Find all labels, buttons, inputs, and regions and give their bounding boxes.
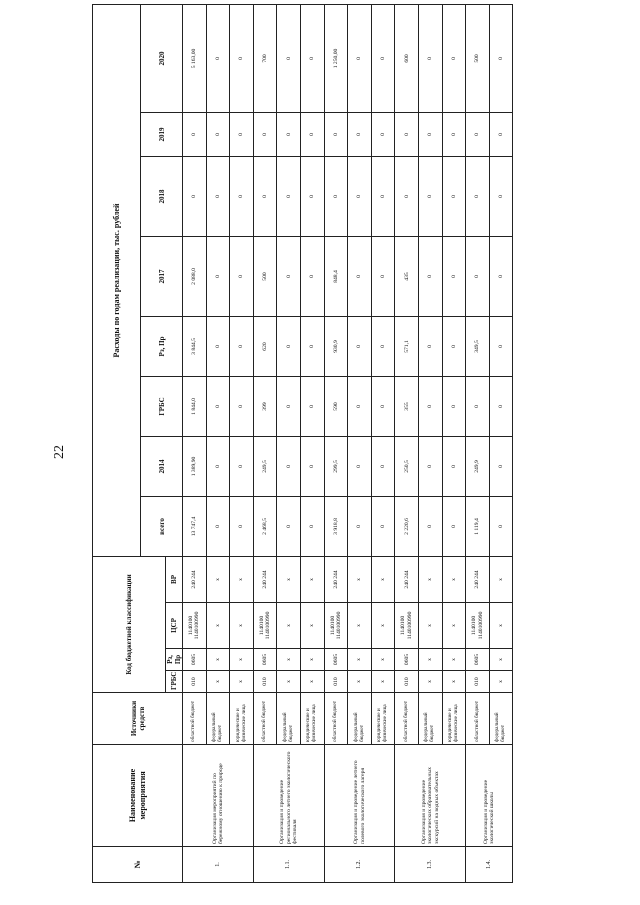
csr-code: 1140100 1140100990 [253, 603, 277, 649]
funding-source: областной бюджет [183, 693, 207, 745]
vr-code: х [348, 556, 372, 602]
value-2014: 0 [419, 436, 443, 496]
csr-code: х [301, 603, 325, 649]
rotated-page [92, 5, 614, 883]
header-expenses: Расходы по годам реализации, тыс. рублей [93, 4, 141, 556]
funding-source: федеральный бюджет [348, 693, 372, 745]
value-2019: 0 [183, 112, 207, 156]
value-2016: 0 [442, 316, 466, 376]
value-2019: 0 [419, 112, 443, 156]
total-value: 0 [371, 496, 395, 556]
value-2016: 0 [371, 316, 395, 376]
csr-code: х [442, 603, 466, 649]
header-2017: 2017 [141, 236, 183, 316]
total-value: 0 [301, 496, 325, 556]
value-2017: 500 [253, 236, 277, 316]
rzpr-code: 0605 [466, 649, 490, 671]
grbs-code: 010 [324, 671, 348, 693]
value-2018: 0 [442, 156, 466, 236]
csr-code: х [371, 603, 395, 649]
grbs-code: 010 [395, 671, 419, 693]
value-2017: 0 [442, 236, 466, 316]
table-row [253, 4, 277, 882]
value-2018: 0 [324, 156, 348, 236]
value-2017: 0 [301, 236, 325, 316]
funding-source: федеральный бюджет [277, 693, 301, 745]
header-2016: Рз, Пр [141, 316, 183, 376]
value-2017: 0 [466, 236, 490, 316]
funding-source: областной бюджет [324, 693, 348, 745]
header-grbs: ГРБС [166, 671, 183, 693]
grbs-code: х [206, 671, 230, 693]
rzpr-code: 0605 [324, 649, 348, 671]
value-2020: 600 [395, 4, 419, 112]
value-2018: 0 [489, 156, 513, 236]
value-2016: 0 [230, 316, 254, 376]
grbs-code: х [371, 671, 395, 693]
vr-code: х [419, 556, 443, 602]
value-2020: 5 163,00 [183, 4, 207, 112]
rzpr-code: х [489, 649, 513, 671]
table-row [395, 4, 419, 882]
value-2019: 0 [301, 112, 325, 156]
rzpr-code: х [442, 649, 466, 671]
value-2017: 2 088,0 [183, 236, 207, 316]
value-2014: 0 [371, 436, 395, 496]
value-2018: 0 [206, 156, 230, 236]
header-num: № [93, 847, 183, 883]
value-2017: 0 [489, 236, 513, 316]
value-2019: 0 [395, 112, 419, 156]
grbs-code: 010 [253, 671, 277, 693]
csr-code: 1140100 1140100990 [183, 603, 207, 649]
value-2018: 0 [301, 156, 325, 236]
value-2018: 0 [253, 156, 277, 236]
value-2014: 1 389,90 [183, 436, 207, 496]
value-2020: 500 [466, 4, 490, 112]
funding-source: юридические и физические лица [301, 693, 325, 745]
funding-source: юридические и физические лица [442, 693, 466, 745]
value-2019: 0 [253, 112, 277, 156]
value-2014: 0 [230, 436, 254, 496]
value-2015: 399 [253, 376, 277, 436]
value-2015: 0 [301, 376, 325, 436]
value-2014: 299,5 [324, 436, 348, 496]
rzpr-code: х [371, 649, 395, 671]
value-2015: 0 [277, 376, 301, 436]
funding-source: юридические и физические лица [230, 693, 254, 745]
value-2018: 0 [277, 156, 301, 236]
csr-code: х [206, 603, 230, 649]
event-name: Организация и проведение экологических образовательных экскурсий на водных объектах [395, 745, 466, 847]
value-2015: 0 [230, 376, 254, 436]
value-2016: 0 [489, 316, 513, 376]
value-2020: 0 [371, 4, 395, 112]
value-2017: 0 [230, 236, 254, 316]
value-2017: 0 [206, 236, 230, 316]
total-value: 0 [348, 496, 372, 556]
table-row [324, 4, 348, 882]
header-2014: 2014 [141, 436, 183, 496]
value-2014: 0 [277, 436, 301, 496]
value-2020: 0 [301, 4, 325, 112]
row-number: 1.1. [253, 847, 324, 883]
vr-code: х [371, 556, 395, 602]
value-2015: 0 [348, 376, 372, 436]
vr-code: х [489, 556, 513, 602]
value-2018: 0 [348, 156, 372, 236]
header-budget-code: Код бюджетной классификации [93, 556, 166, 692]
funding-source: юридические и физические лица [371, 693, 395, 745]
value-2020: 0 [419, 4, 443, 112]
value-2014: 250,5 [395, 436, 419, 496]
value-2016: 349,5 [466, 316, 490, 376]
value-2016: 571,1 [395, 316, 419, 376]
row-number: 1.2. [324, 847, 395, 883]
value-2014: 249,5 [253, 436, 277, 496]
total-value: 0 [206, 496, 230, 556]
csr-code: х [419, 603, 443, 649]
event-name: Организация и проведение регионального летнего экологического фестиваля [253, 745, 324, 847]
value-2019: 0 [489, 112, 513, 156]
value-2020: 1 250,00 [324, 4, 348, 112]
value-2020: 0 [442, 4, 466, 112]
funding-source: областной бюджет [466, 693, 490, 745]
value-2018: 0 [419, 156, 443, 236]
event-name: Организация и проведение летнего полевого экологического лагеря [324, 745, 395, 847]
total-value: 1 119,4 [466, 496, 490, 556]
header-2020: 2020 [141, 4, 183, 112]
table-row [183, 4, 207, 882]
grbs-code: х [230, 671, 254, 693]
event-name: Организация мероприятий по бережному отношению к природе [183, 745, 254, 847]
value-2018: 0 [230, 156, 254, 236]
vr-code: х [301, 556, 325, 602]
header-row-1 [93, 4, 141, 882]
header-csr: ЦСР [166, 603, 183, 649]
value-2015: 590 [324, 376, 348, 436]
value-2017: 0 [419, 236, 443, 316]
csr-code: х [277, 603, 301, 649]
rzpr-code: х [419, 649, 443, 671]
page-number: 22 [52, 445, 67, 459]
total-value: 0 [489, 496, 513, 556]
header-2018: 2018 [141, 156, 183, 236]
csr-code: 1140100 1140100990 [324, 603, 348, 649]
value-2018: 0 [466, 156, 490, 236]
header-2019: 2019 [141, 112, 183, 156]
table-row [466, 4, 490, 882]
header-rzpr: Рз, Пр [166, 649, 183, 671]
csr-code: х [230, 603, 254, 649]
grbs-code: х [442, 671, 466, 693]
rzpr-code: х [301, 649, 325, 671]
value-2016: 620 [253, 316, 277, 376]
value-2018: 0 [183, 156, 207, 236]
value-2018: 0 [395, 156, 419, 236]
value-2017: 435 [395, 236, 419, 316]
header-source: Источники средств [93, 693, 183, 745]
total-value: 3 918,8 [324, 496, 348, 556]
expenses-table [92, 4, 513, 883]
value-2015: 0 [371, 376, 395, 436]
value-2016: 0 [301, 316, 325, 376]
value-2014: 0 [348, 436, 372, 496]
value-2014: 0 [489, 436, 513, 496]
value-2020: 0 [277, 4, 301, 112]
grbs-code: х [419, 671, 443, 693]
grbs-code: 010 [466, 671, 490, 693]
grbs-code: х [301, 671, 325, 693]
grbs-code: х [348, 671, 372, 693]
total-value: 0 [230, 496, 254, 556]
total-value: 0 [277, 496, 301, 556]
value-2014: 249,9 [466, 436, 490, 496]
value-2015: 0 [489, 376, 513, 436]
value-2014: 0 [442, 436, 466, 496]
funding-source: федеральный бюджет [489, 693, 513, 745]
value-2019: 0 [442, 112, 466, 156]
row-number: 1. [183, 847, 254, 883]
rzpr-code: 0605 [183, 649, 207, 671]
vr-code: х [277, 556, 301, 602]
total-value: 2 468,5 [253, 496, 277, 556]
total-value: 0 [419, 496, 443, 556]
value-2017: 0 [371, 236, 395, 316]
header-name: Наименование мероприятия [93, 745, 183, 847]
value-2015: 0 [419, 376, 443, 436]
value-2015: 0 [442, 376, 466, 436]
value-2015: 1 844,0 [183, 376, 207, 436]
value-2016: 0 [277, 316, 301, 376]
csr-code: 1140100 1140100990 [466, 603, 490, 649]
value-2014: 0 [206, 436, 230, 496]
rzpr-code: 0605 [253, 649, 277, 671]
total-value: 0 [442, 496, 466, 556]
value-2019: 0 [371, 112, 395, 156]
value-2020: 0 [230, 4, 254, 112]
vr-code: х [442, 556, 466, 602]
value-2020: 700 [253, 4, 277, 112]
value-2020: 0 [348, 4, 372, 112]
value-2019: 0 [277, 112, 301, 156]
vr-code: 240 244 [466, 556, 490, 602]
vr-code: 240 244 [395, 556, 419, 602]
csr-code: х [348, 603, 372, 649]
value-2019: 0 [466, 112, 490, 156]
value-2016: 0 [419, 316, 443, 376]
grbs-code: 010 [183, 671, 207, 693]
rzpr-code: х [277, 649, 301, 671]
vr-code: 240 244 [253, 556, 277, 602]
vr-code: 240 244 [183, 556, 207, 602]
total-value: 13 747,4 [183, 496, 207, 556]
rzpr-code: 0605 [395, 649, 419, 671]
value-2016: 0 [206, 316, 230, 376]
rzpr-code: х [230, 649, 254, 671]
header-2015: ГРБС [141, 376, 183, 436]
value-2015: 355 [395, 376, 419, 436]
value-2017: 848,4 [324, 236, 348, 316]
value-2016: 0 [348, 316, 372, 376]
funding-source: областной бюджет [395, 693, 419, 745]
vr-code: 240 244 [324, 556, 348, 602]
value-2018: 0 [371, 156, 395, 236]
value-2020: 0 [489, 4, 513, 112]
grbs-code: х [489, 671, 513, 693]
vr-code: х [230, 556, 254, 602]
value-2014: 0 [301, 436, 325, 496]
grbs-code: х [277, 671, 301, 693]
total-value: 2 220,6 [395, 496, 419, 556]
rzpr-code: х [206, 649, 230, 671]
row-number: 1.3. [395, 847, 466, 883]
csr-code: х [489, 603, 513, 649]
value-2019: 0 [348, 112, 372, 156]
event-name: Организация и проведение экологической школы [466, 745, 513, 847]
funding-source: федеральный бюджет [419, 693, 443, 745]
value-2019: 0 [230, 112, 254, 156]
rzpr-code: х [348, 649, 372, 671]
value-2017: 0 [348, 236, 372, 316]
header-total: всего [141, 496, 183, 556]
funding-source: областной бюджет [253, 693, 277, 745]
value-2015: 0 [466, 376, 490, 436]
header-vr: ВР [166, 556, 183, 602]
vr-code: х [206, 556, 230, 602]
value-2016: 3 844,5 [183, 316, 207, 376]
value-2015: 0 [206, 376, 230, 436]
csr-code: 1140100 1140100990 [395, 603, 419, 649]
value-2019: 0 [206, 112, 230, 156]
value-2019: 0 [324, 112, 348, 156]
value-2016: 930,9 [324, 316, 348, 376]
value-2020: 0 [206, 4, 230, 112]
funding-source: федеральный бюджет [206, 693, 230, 745]
row-number: 1.4. [466, 847, 513, 883]
value-2017: 0 [277, 236, 301, 316]
